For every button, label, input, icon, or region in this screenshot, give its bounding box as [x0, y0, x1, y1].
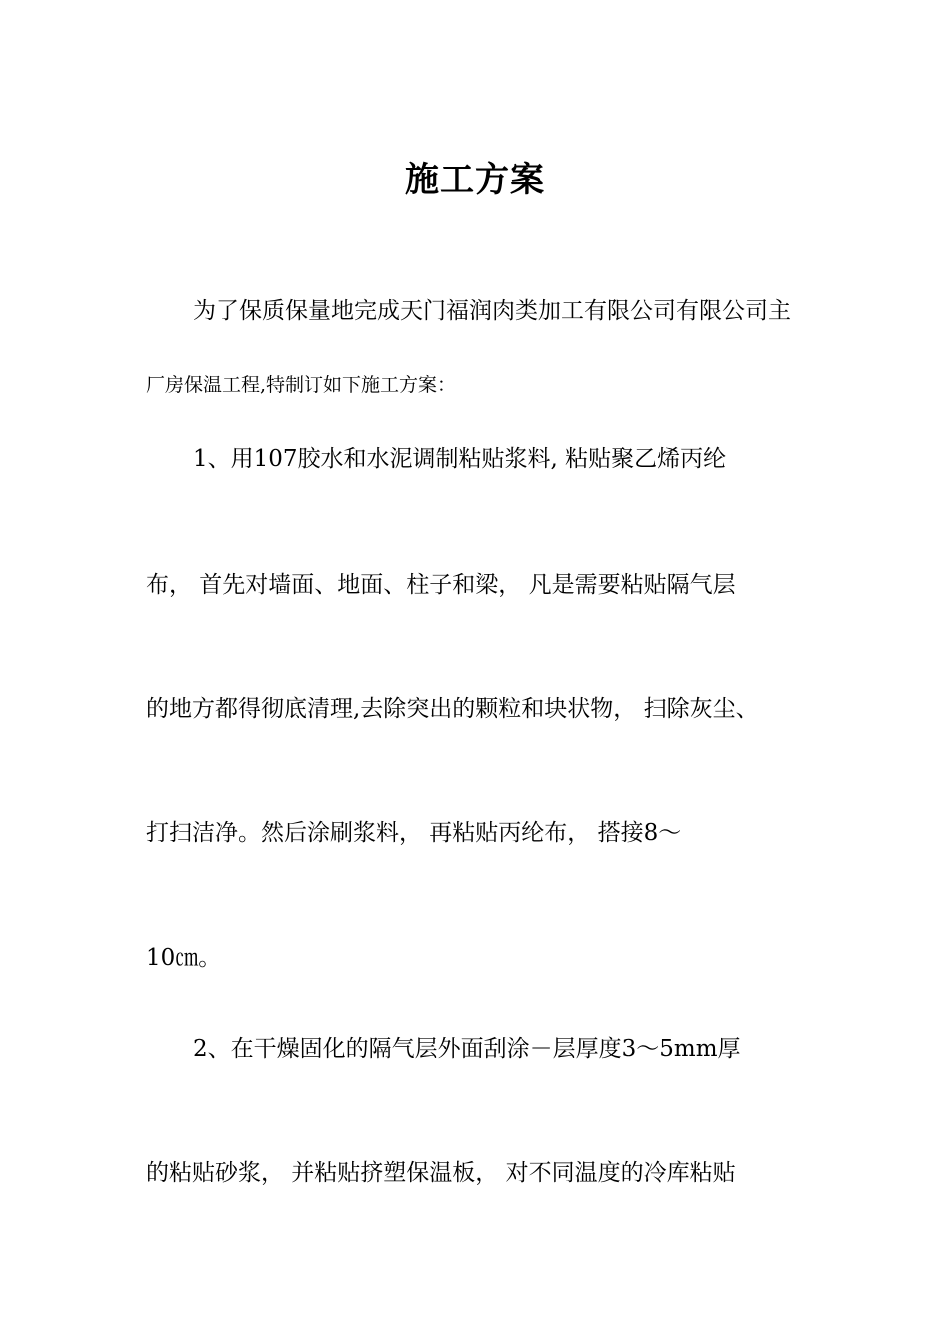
- paragraph-line: 厂房保温工程,特制订如下施工方案：: [146, 374, 457, 396]
- paragraph-line: 为了保质保量地完成天门福润肉类加工有限公司有限公司主: [193, 298, 791, 324]
- document-title: 施工方案: [405, 160, 545, 200]
- paragraph-line: 打扫洁净。然后涂刷浆料， 再粘贴丙纶布， 搭接8～: [146, 820, 682, 846]
- paragraph-line: 布， 首先对墙面、地面、柱子和梁， 凡是需要粘贴隔气层: [146, 572, 736, 598]
- paragraph-line: 10㎝。: [146, 945, 222, 971]
- paragraph-line: 2、在干燥固化的隔气层外面刮涂－层厚度3～5mm厚: [193, 1036, 741, 1062]
- paragraph-line: 1、用107胶水和水泥调制粘贴浆料, 粘贴聚乙烯丙纶: [193, 446, 727, 472]
- paragraph-line: 的地方都得彻底清理,去除突出的颗粒和块状物， 扫除灰尘、: [146, 696, 759, 722]
- paragraph-line: 的粘贴砂浆， 并粘贴挤塑保温板， 对不同温度的冷库粘贴: [146, 1160, 736, 1186]
